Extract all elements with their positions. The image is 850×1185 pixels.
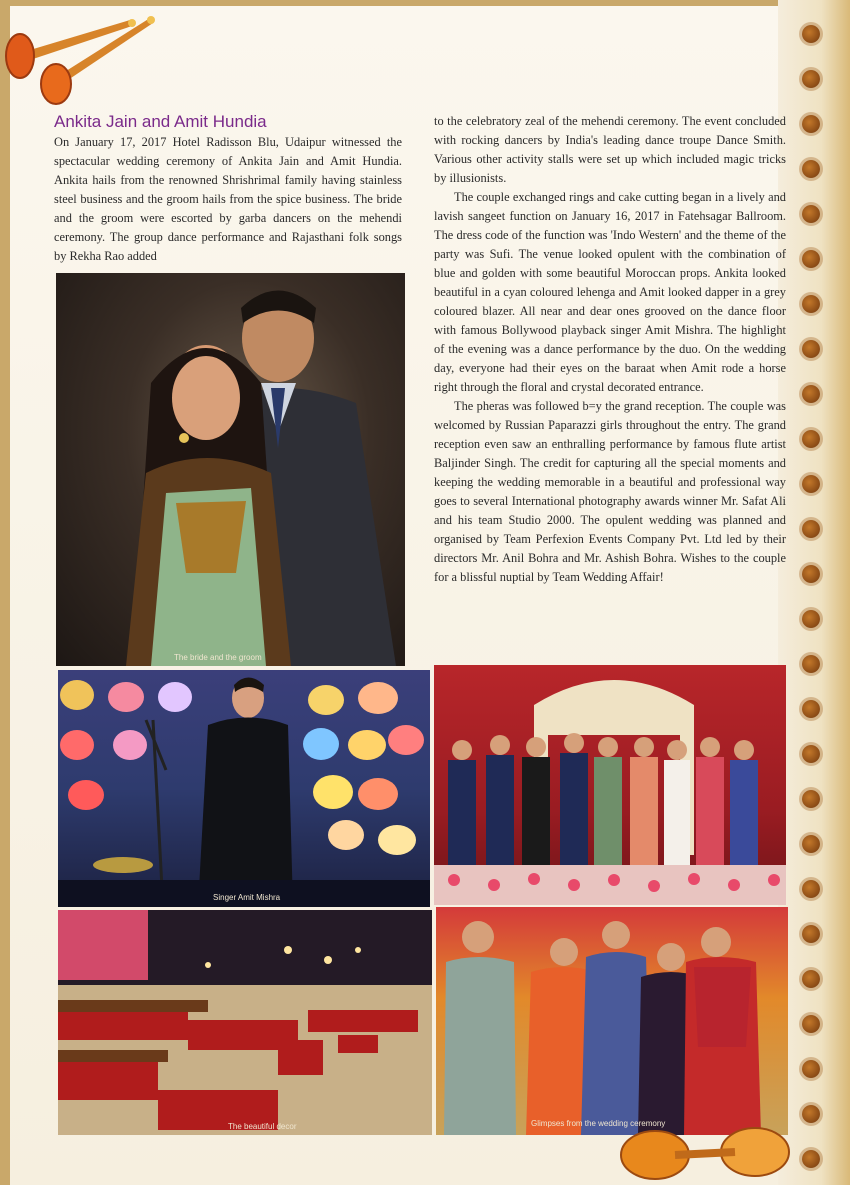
photo-family bbox=[436, 907, 788, 1135]
photo-caption: The bride and the groom bbox=[174, 653, 262, 662]
photo-singer bbox=[58, 670, 430, 907]
singer-illustration bbox=[58, 670, 430, 907]
group-illustration bbox=[434, 665, 786, 905]
article-paragraph: The pheras was followed b=y the grand reception. The couple was welcomed by Russian Paparazzi girls throughout the entry. The grand reception even saw an enthralling performance by famous flute artist Baljinder Singh. The credit for capturing all the special moments and keeping the wedding memorable in a beautiful and professional way goes to several International photography awards winner Mr. Safat Ali and his team Studio 2000. The opulent wedding was planned and organised by Team Perfexion Events Company Pvt. Ltd led by their directors Mr. Anil Bohra and Mr. Ashish Bohra. Wishes to the couple for a blissful nuptial by Team Wedding Affair! bbox=[434, 399, 786, 584]
border-dot bbox=[802, 295, 820, 313]
border-dot bbox=[802, 25, 820, 43]
border-dot bbox=[802, 925, 820, 943]
border-dot bbox=[802, 565, 820, 583]
trumpet-horns-icon bbox=[615, 1120, 790, 1185]
photo-bride-and-groom bbox=[56, 273, 405, 666]
border-dot bbox=[802, 1060, 820, 1078]
article-paragraph: to the celebratory zeal of the mehendi ceremony. The event concluded with rocking dancers by India's leading dance troupe Dance Smith. Various other activity stalls were set up which included magic tricks by illusionists. bbox=[434, 114, 786, 185]
border-dot bbox=[802, 430, 820, 448]
article-paragraph: The couple exchanged rings and cake cutting began in a lively and lavish sangeet function on January 16, 2017 in Fatehsagar Ballroom. The dress code of the function was 'Indo Western' and the theme of the party was Sufi. The venue looked opulent with the combination of blue and golden with some beautiful Moroccan props. Ankita looked beautiful in a cyan coloured lehenga and Amit looked dapper in a grey coloured blazer. All near and dear ones grooved on the dance floor with famous Bollywood playback singer Amit Mishra. The highlight of the evening was a dance performance by the duo. On the wedding day, everyone had their eyes on the baraat when Amit rode a horse right through the floral and crystal decorated entrance. bbox=[434, 190, 786, 394]
article-title: Ankita Jain and Amit Hundia bbox=[54, 112, 267, 131]
decorative-right-border bbox=[778, 0, 850, 1185]
border-dot bbox=[802, 115, 820, 133]
border-dot bbox=[802, 970, 820, 988]
border-dot bbox=[802, 70, 820, 88]
couple-illustration bbox=[56, 273, 405, 666]
border-dot bbox=[802, 880, 820, 898]
photo-caption: The beautiful decor bbox=[228, 1122, 297, 1131]
photo-caption: Singer Amit Mishra bbox=[213, 893, 281, 902]
border-dot bbox=[802, 205, 820, 223]
border-dot bbox=[802, 520, 820, 538]
border-dot bbox=[802, 340, 820, 358]
border-dot bbox=[802, 385, 820, 403]
decor-illustration bbox=[58, 910, 432, 1135]
border-dot bbox=[802, 160, 820, 178]
family-illustration bbox=[436, 907, 788, 1135]
photo-decor bbox=[58, 910, 432, 1135]
border-dot bbox=[802, 1150, 820, 1168]
border-dot bbox=[802, 835, 820, 853]
border-dot bbox=[802, 1015, 820, 1033]
article-paragraph: On January 17, 2017 Hotel Radisson Blu, Udaipur witnessed the spectacular wedding ceremony of Ankita Jain and Amit Hundia. Ankita hails from the renowned Shrishrimal family having stainless steel business and the groom hails from the spice business. The bride and the groom were escorted by garba dancers on the mehendi ceremony. The group dance performance and Rajasthani folk songs by Rekha Rao added bbox=[54, 135, 402, 263]
border-dot bbox=[802, 655, 820, 673]
article-column-right bbox=[434, 112, 786, 587]
border-dot bbox=[802, 700, 820, 718]
photo-group-stage bbox=[434, 665, 786, 905]
border-dot bbox=[802, 790, 820, 808]
border-dot bbox=[802, 745, 820, 763]
trumpet-horns-icon bbox=[0, 8, 160, 108]
article-column-left bbox=[54, 133, 402, 266]
border-dot bbox=[802, 610, 820, 628]
border-dot bbox=[802, 250, 820, 268]
photo-caption: Glimpses from the wedding ceremony bbox=[531, 1119, 666, 1128]
border-dot bbox=[802, 1105, 820, 1123]
border-dot bbox=[802, 475, 820, 493]
